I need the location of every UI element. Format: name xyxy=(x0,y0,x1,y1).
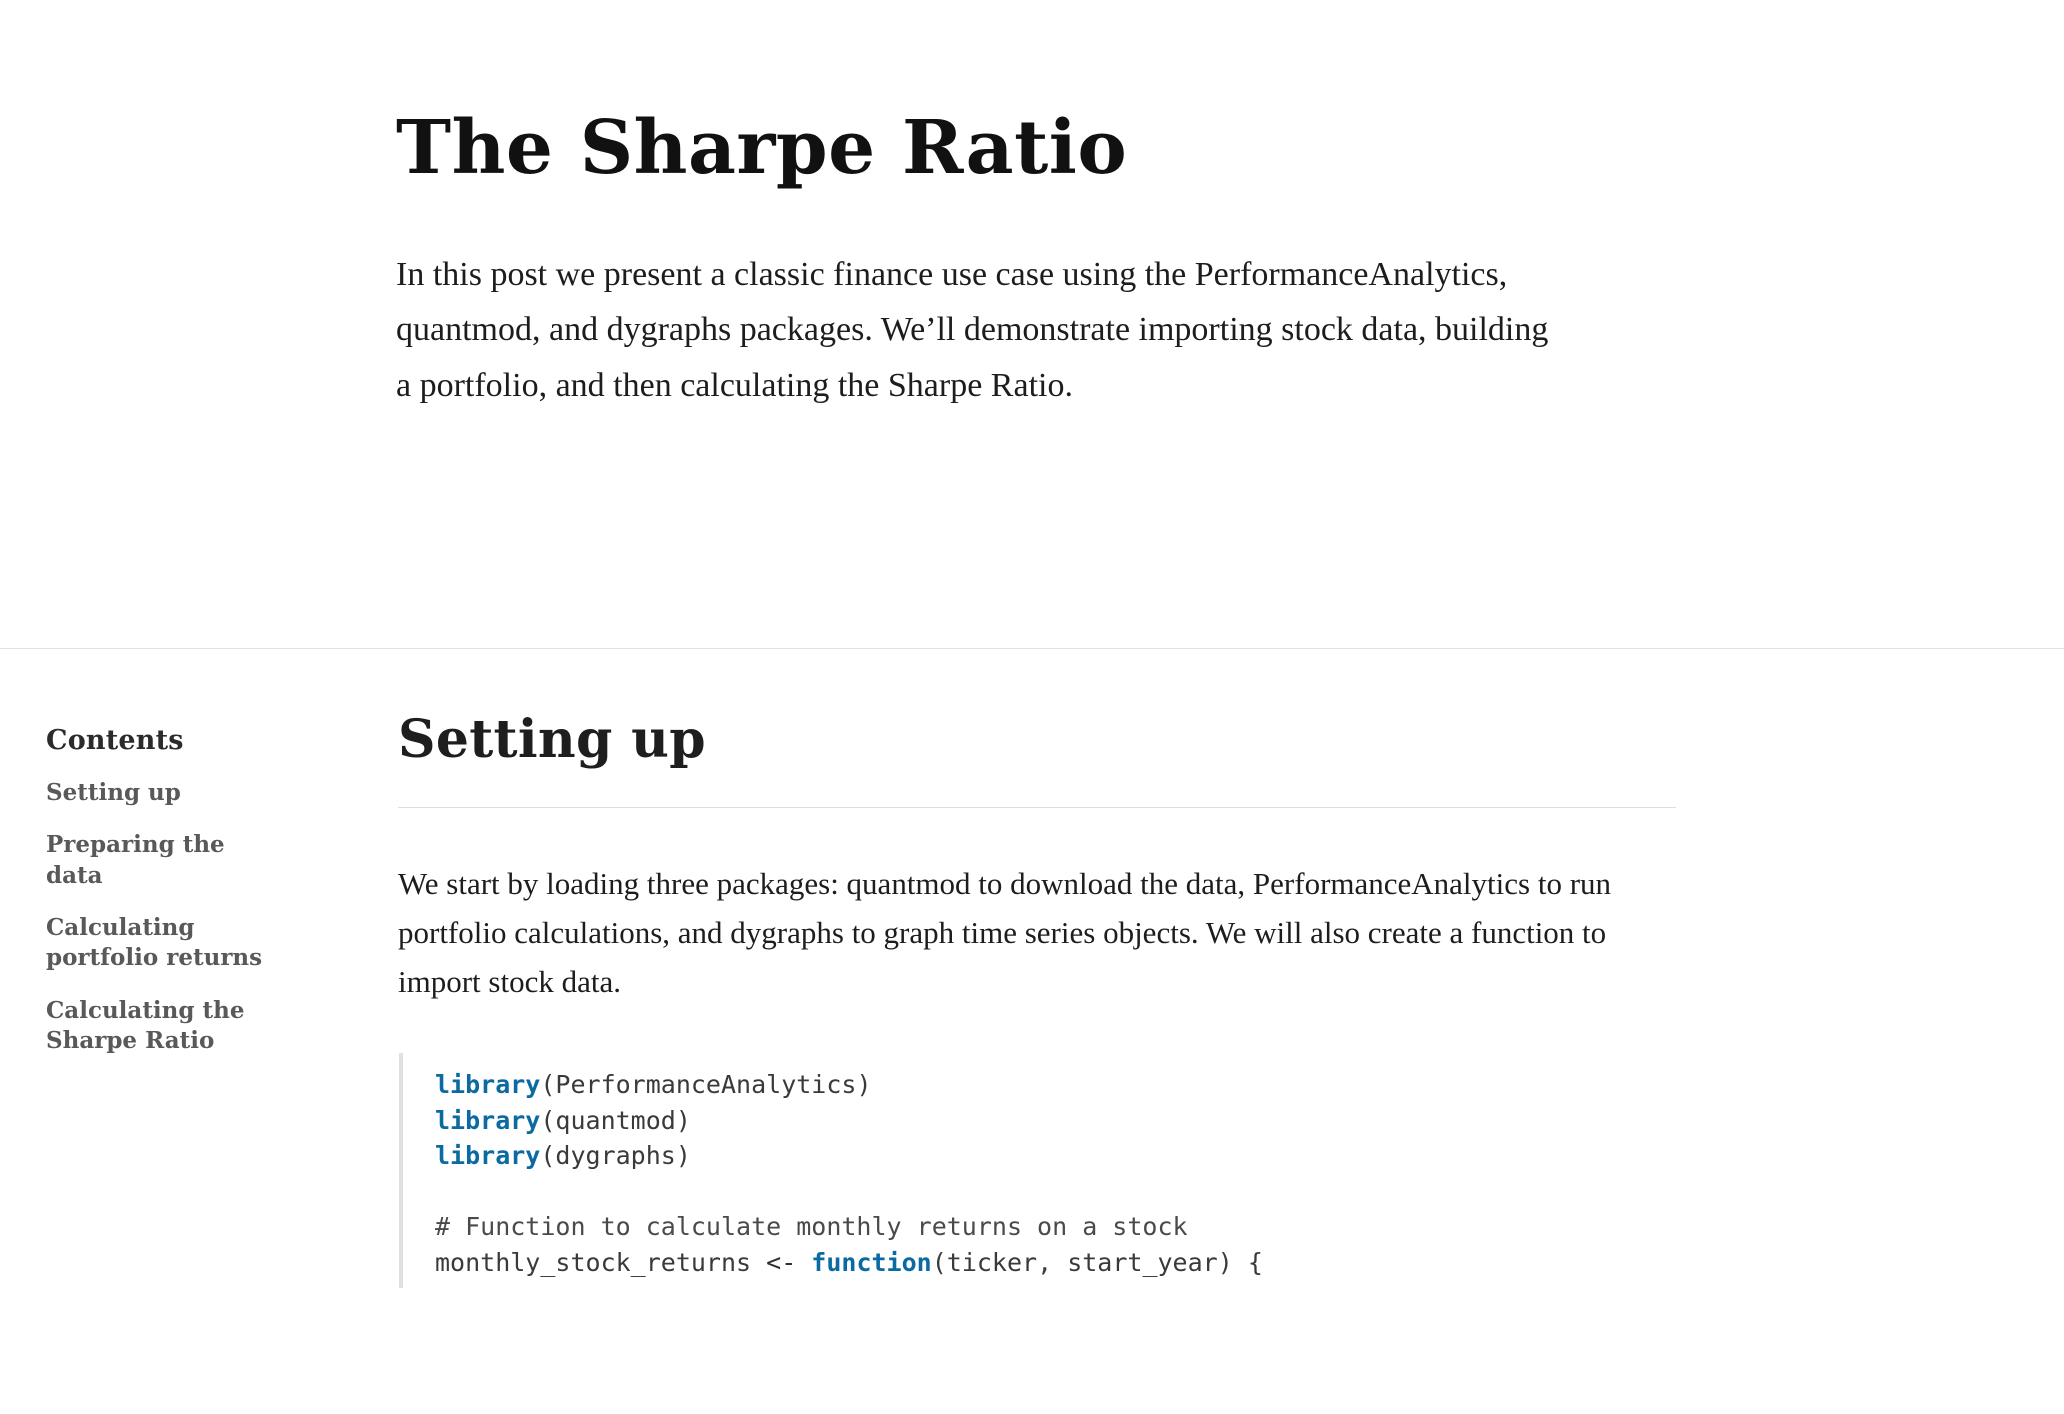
code-token-arg-quantmod: quantmod xyxy=(555,1105,676,1135)
section-title: Setting up xyxy=(398,709,706,770)
code-token-open-paren: ( xyxy=(540,1141,556,1171)
toc-item-calculating-portfolio-returns[interactable]: Calculating portfolio returns xyxy=(46,914,263,972)
table-of-contents xyxy=(0,649,352,1079)
code-token-arg-performanceanalytics: PerformanceAnalytics xyxy=(555,1070,857,1100)
toc-item-setting-up[interactable]: Setting up xyxy=(46,779,181,806)
code-token-arg-dygraphs: dygraphs xyxy=(555,1141,676,1171)
toc-item-preparing-the-data[interactable]: Preparing the data xyxy=(46,831,225,889)
code-token-close-paren: ) xyxy=(856,1070,872,1100)
page-title: The Sharpe Ratio xyxy=(396,105,1128,191)
code-token-comment: # Function to calculate monthly returns on a stock xyxy=(435,1212,1188,1242)
code-line-blank xyxy=(435,1174,1612,1210)
code-token-function-keyword: function xyxy=(811,1247,932,1277)
toc-heading: Contents xyxy=(46,725,184,756)
code-token-close-paren: ) xyxy=(1217,1247,1233,1277)
code-token-assign-name: monthly_stock_returns xyxy=(435,1247,767,1277)
toc-item-calculating-the-sharpe-ratio[interactable]: Calculating the Sharpe Ratio xyxy=(46,996,245,1055)
toc-list xyxy=(46,778,352,1057)
post-header-inner xyxy=(0,0,2064,413)
code-token-library: library xyxy=(435,1070,541,1100)
post-intro-paragraph: In this post we present a classic finance use case using the PerformanceAnalytics, quantmod, and dygraphs packages. We’ll demonstrate importing stock data, building a portfolio, and then calculating the Sharpe Ratio. xyxy=(396,256,1549,404)
post-header xyxy=(0,0,2064,413)
code-token-library: library xyxy=(435,1141,541,1171)
section-paragraph: We start by loading three packages: quantmod to download the data, PerformanceAnalytics to run portfolio calculations, and dygraphs to graph time series objects. We will also create a function to import stock data. xyxy=(398,866,1612,1000)
code-line xyxy=(435,1138,1612,1174)
code-line xyxy=(435,1067,1612,1103)
code-token-close-paren: ) xyxy=(675,1141,691,1171)
code-token-library: library xyxy=(435,1105,541,1135)
code-block[interactable] xyxy=(399,1053,1612,1288)
body-area xyxy=(0,649,2064,1313)
code-token-open-paren: ( xyxy=(540,1070,556,1100)
code-line xyxy=(435,1103,1612,1139)
code-line xyxy=(435,1209,1612,1245)
main-content xyxy=(352,649,1672,1313)
code-token-open-paren: ( xyxy=(540,1105,556,1135)
code-token-open-paren: ( xyxy=(931,1247,947,1277)
code-token-params: ticker, start_year xyxy=(946,1247,1218,1277)
code-token-close-paren: ) xyxy=(675,1105,691,1135)
code-token-open-brace: { xyxy=(1232,1247,1263,1277)
code-token-assign-operator: <- xyxy=(766,1247,812,1277)
code-line xyxy=(435,1245,1612,1281)
